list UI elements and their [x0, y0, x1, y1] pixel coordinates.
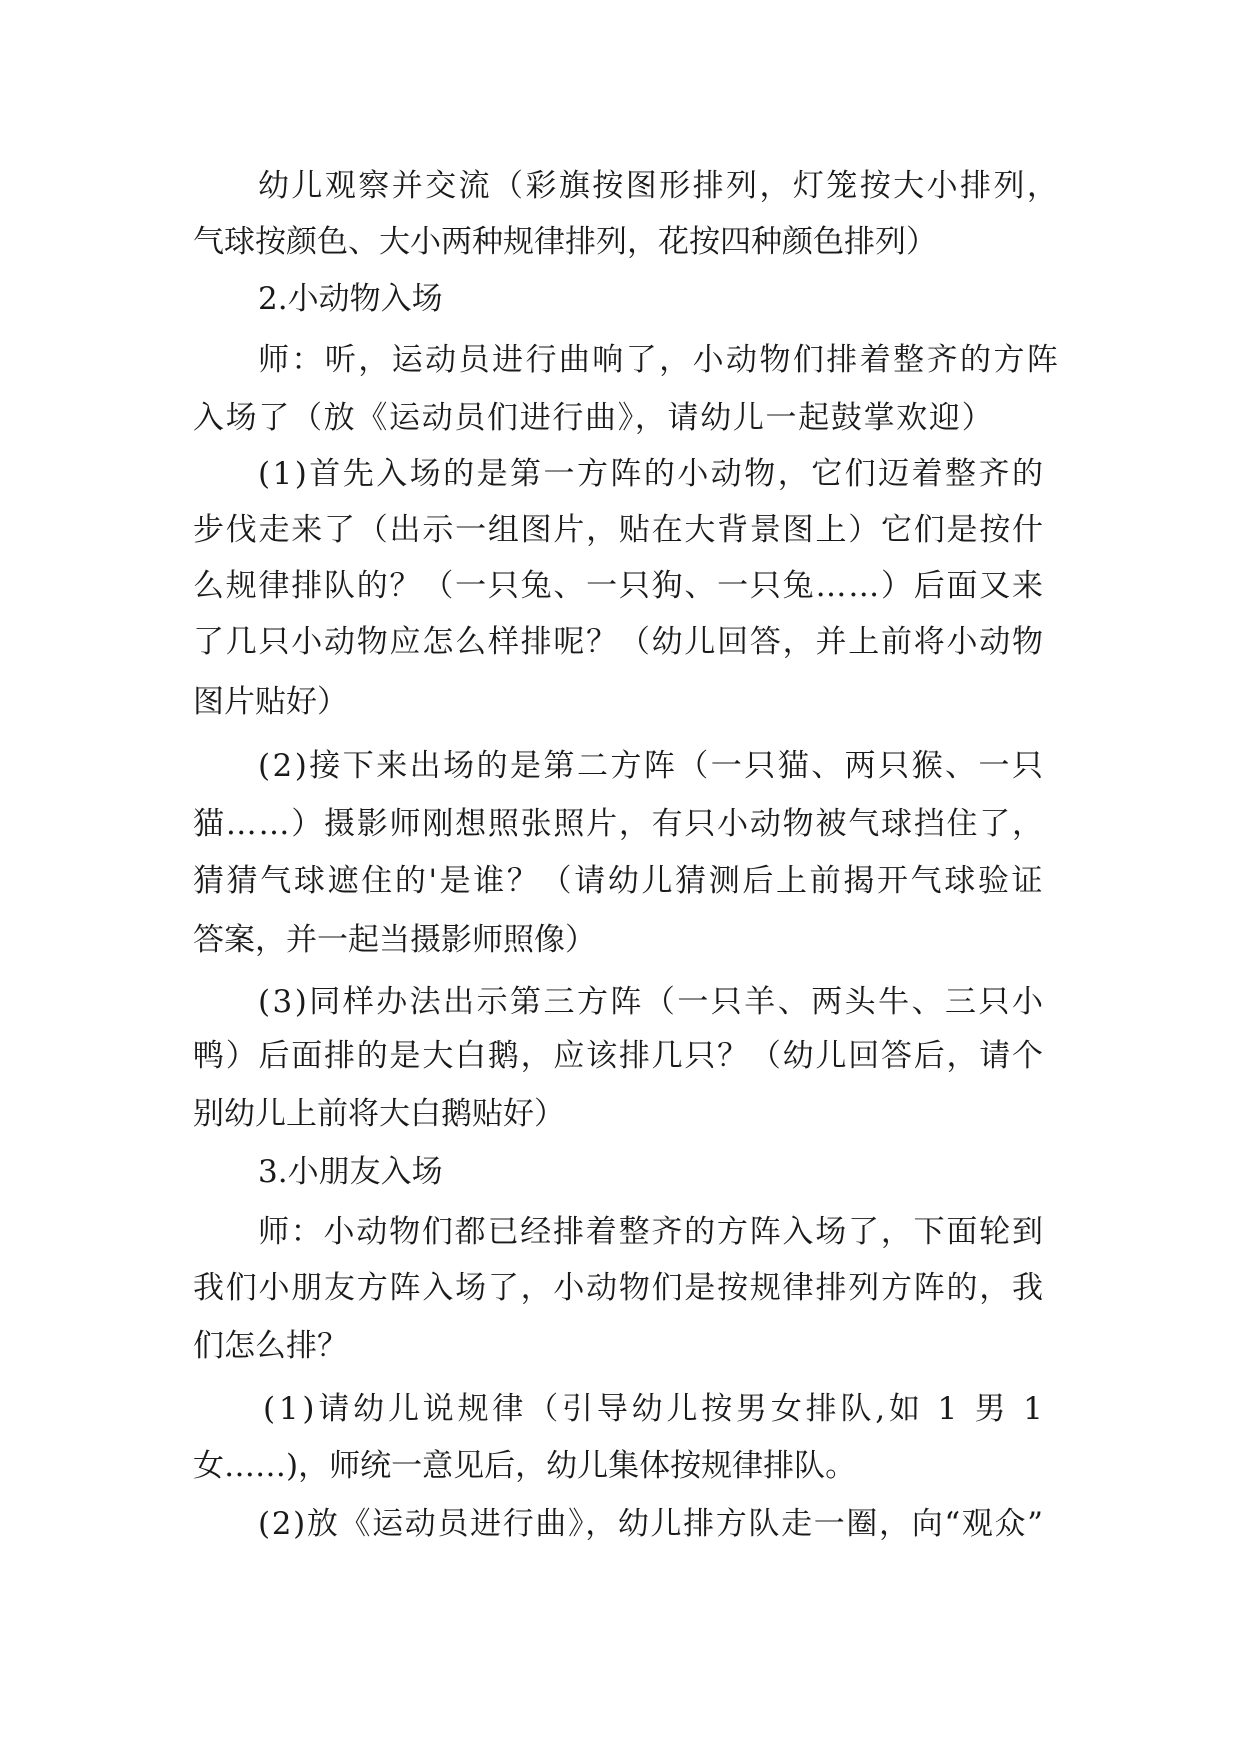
- paragraph-line: 猫……）摄影师刚想照张照片，有只小动物被气球挡住了，: [193, 806, 1045, 842]
- paragraph-line: 图片贴好）: [193, 684, 348, 720]
- paragraph-line: 女……)，师统一意见后，幼儿集体按规律排队。: [193, 1448, 857, 1484]
- paragraph-line: 师：小动物们都已经排着整齐的方阵入场了，下面轮到: [258, 1214, 1045, 1250]
- paragraph-line: 我们小朋友方阵入场了，小动物们是按规律排列方阵的，我: [193, 1270, 1045, 1306]
- paragraph-line: 师：听，运动员进行曲响了，小动物们排着整齐的方阵: [258, 342, 1061, 378]
- paragraph-line: 鸭）后面排的是大白鹅，应该排几只？（幼儿回答后，请个: [193, 1038, 1045, 1074]
- section-heading: 3.小朋友入场: [258, 1154, 443, 1190]
- paragraph-line: 答案，并一起当摄影师照像）: [193, 922, 596, 958]
- paragraph-line: 别幼儿上前将大白鹅贴好）: [193, 1096, 565, 1132]
- paragraph-line: (1)首先入场的是第一方阵的小动物，它们迈着整齐的: [258, 456, 1046, 492]
- section-heading: 2.小动物入场: [258, 281, 443, 317]
- paragraph-line: 入场了（放《运动员们进行曲》，请幼儿一起鼓掌欢迎）: [193, 400, 995, 436]
- paragraph-line: 们怎么排？: [193, 1328, 348, 1364]
- paragraph-line: 么规律排队的？（一只兔、一只狗、一只兔……）后面又来: [193, 568, 1045, 604]
- paragraph-line: 猜猜气球遮住的'是谁？（请幼儿猜测后上前揭开气球验证: [193, 863, 1046, 899]
- paragraph-line: 了几只小动物应怎么样排呢？（幼儿回答，并上前将小动物: [193, 624, 1045, 660]
- paragraph-line: 幼儿观察并交流（彩旗按图形排列，灯笼按大小排列，: [258, 168, 1061, 204]
- paragraph-line: (2)放《运动员进行曲》，幼儿排方队走一圈，向“观众”: [258, 1506, 1045, 1542]
- paragraph-line: (3)同样办法出示第三方阵（一只羊、两头牛、三只小: [258, 984, 1046, 1020]
- paragraph-line: 气球按颜色、大小两种规律排列，花按四种颜色排列）: [193, 224, 937, 260]
- paragraph-line: (1)请幼儿说规律（引导幼儿按男女排队,如 1 男 1: [263, 1391, 1047, 1427]
- paragraph-line: (2)接下来出场的是第二方阵（一只猫、两只猴、一只: [258, 748, 1046, 784]
- paragraph-line: 步伐走来了（出示一组图片，贴在大背景图上）它们是按什: [193, 512, 1045, 548]
